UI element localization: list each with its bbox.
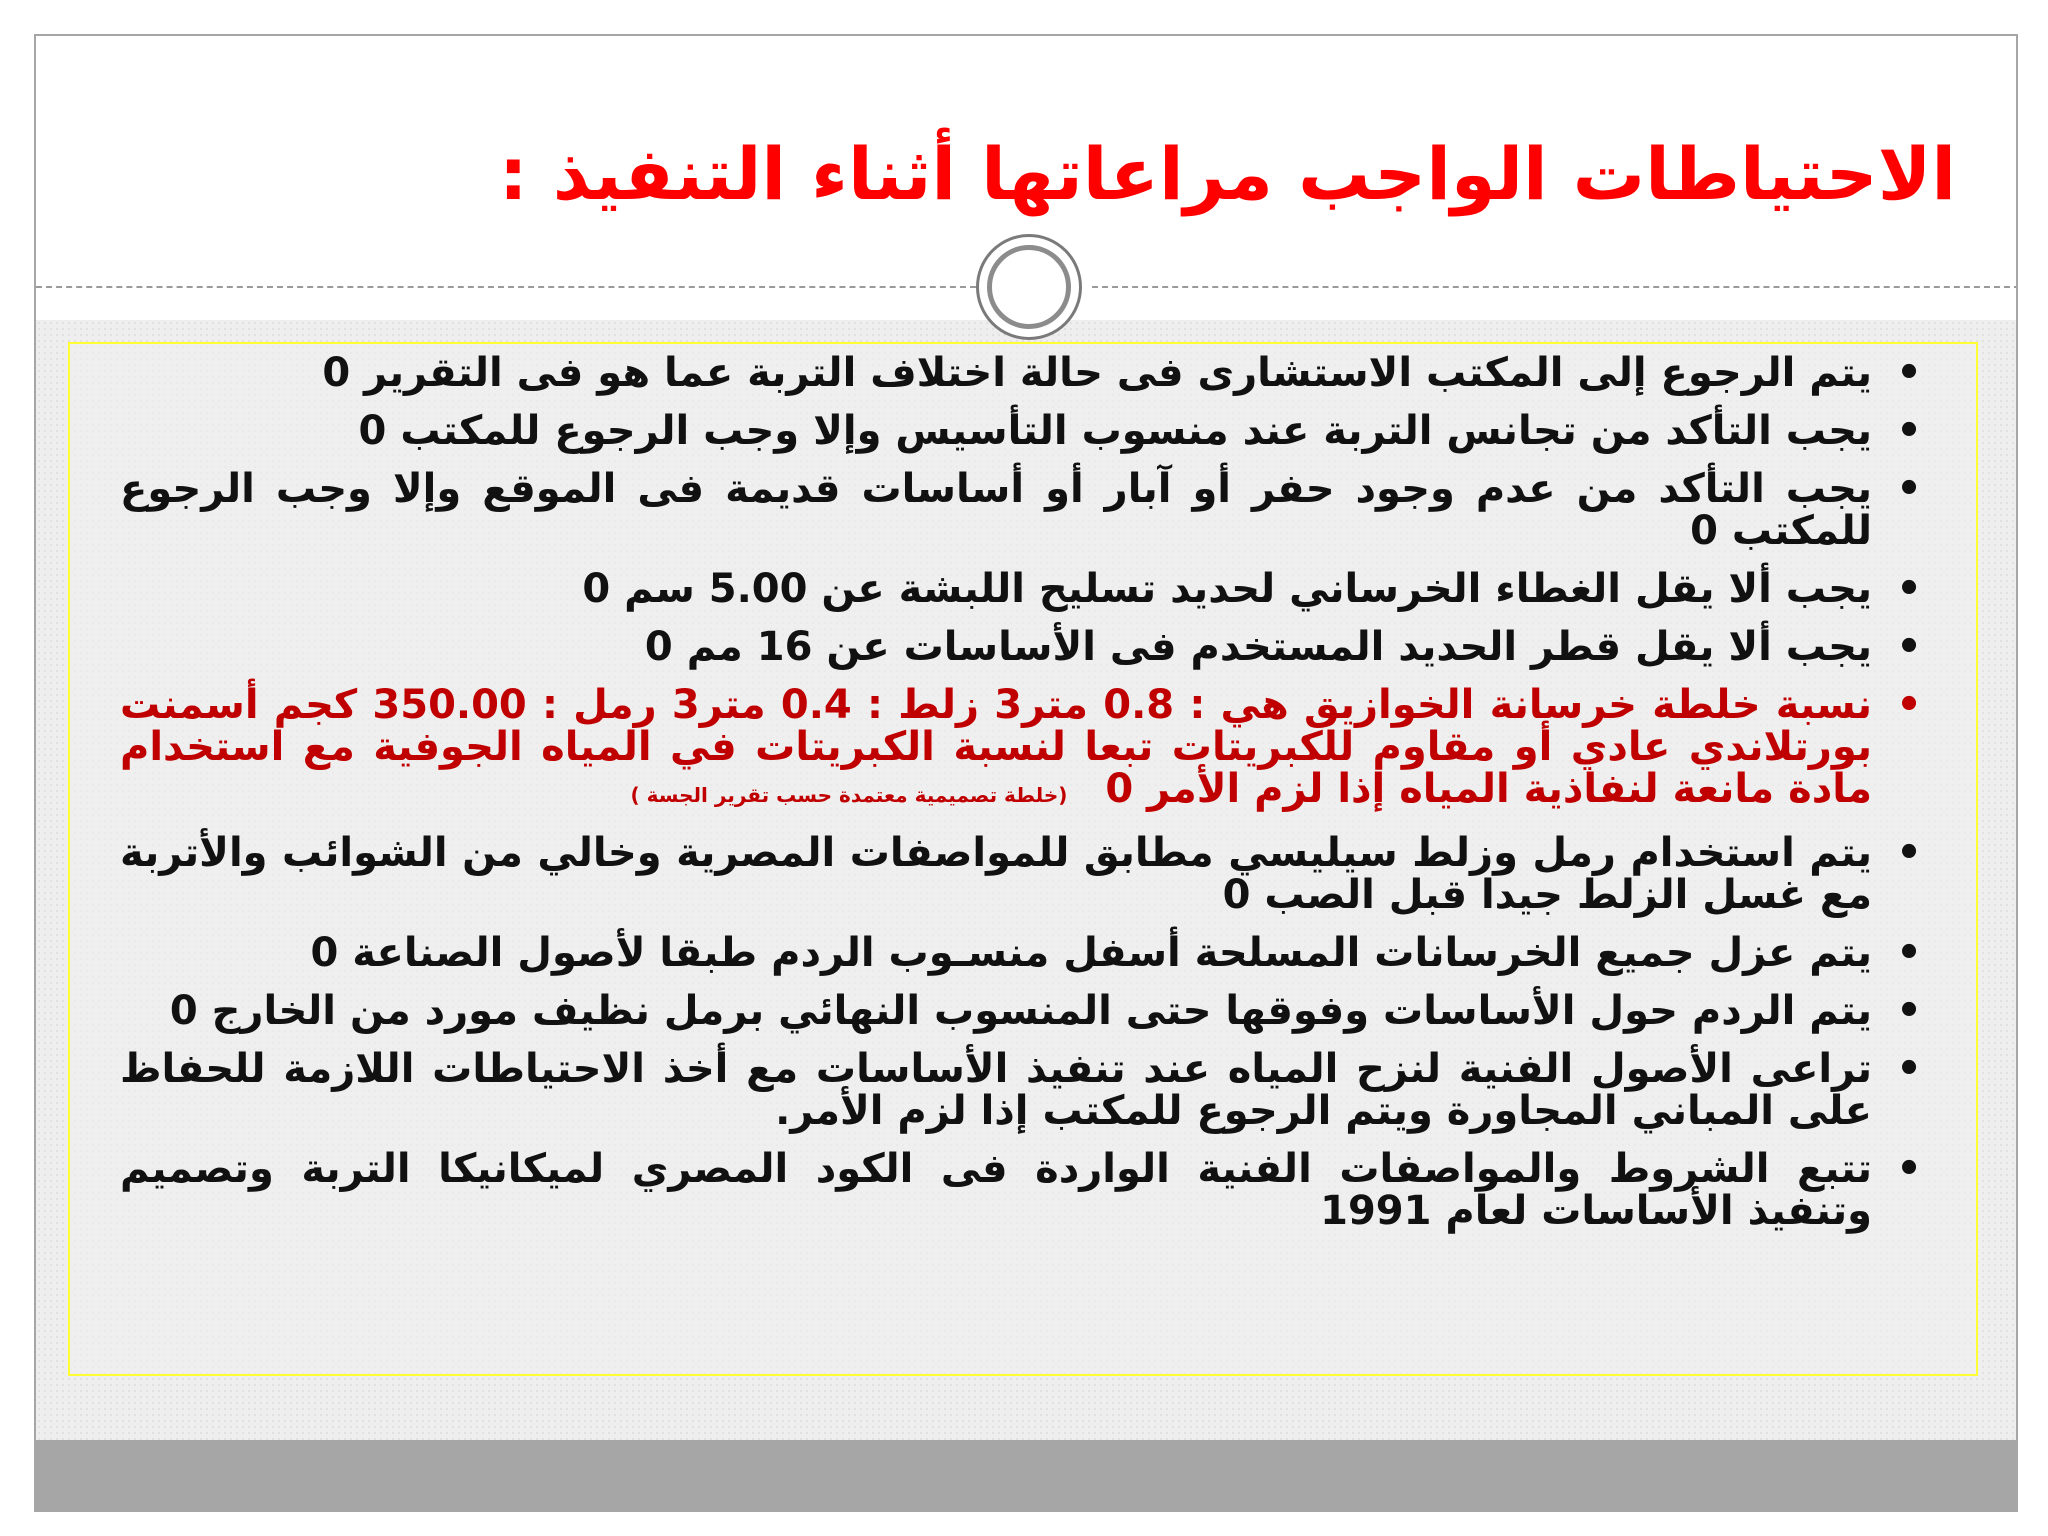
bullet-dot-icon: • xyxy=(1896,350,1922,396)
bullet-dot-icon: • xyxy=(1896,408,1922,454)
divider-line-right xyxy=(1092,286,2018,288)
bullet-dot-icon: • xyxy=(1896,566,1922,612)
ring-inner-circle xyxy=(987,245,1071,329)
mix-design-note: (خلطة تصميمية معتمدة حسب تقرير الجسة ) xyxy=(630,783,1068,807)
bullet-dot-icon: • xyxy=(1896,466,1922,512)
bullet-text: يجب التأكد من تجانس التربة عند منسوب التأسيس وإلا وجب الرجوع للمكتب 0 xyxy=(358,408,1872,454)
bullet-text: تتبع الشروط والمواصفات الفنية الواردة فى الكود المصري لميكانيكا التربة وتصميم وتنفيذ الأساسات لعام 1991 xyxy=(120,1146,1872,1234)
bullet-item xyxy=(120,990,1924,1032)
divider-line-left xyxy=(36,286,976,288)
bullet-dot-icon: • xyxy=(1896,624,1922,670)
bullet-item xyxy=(120,410,1924,452)
bullet-dot-icon: • xyxy=(1896,930,1922,976)
bullet-item xyxy=(120,1048,1924,1132)
bullet-text: يتم الرجوع إلى المكتب الاستشارى فى حالة اختلاف التربة عما هو فى التقرير 0 xyxy=(322,350,1872,396)
bullet-box xyxy=(68,342,1978,1376)
bullet-item-concrete-mix xyxy=(120,684,1924,816)
bullet-item xyxy=(120,468,1924,552)
bullet-text: يجب ألا يقل الغطاء الخرساني لحديد تسليح اللبشة عن 5.00 سم 0 xyxy=(582,566,1872,612)
content-area xyxy=(36,320,2016,1440)
bullet-dot-icon: • xyxy=(1896,988,1922,1034)
bullet-item xyxy=(120,932,1924,974)
bullet-list xyxy=(120,352,1924,1248)
bullet-text: يجب ألا يقل قطر الحديد المستخدم فى الأساسات عن 16 مم 0 xyxy=(644,624,1872,670)
footer-bar xyxy=(36,1440,2016,1512)
bullet-text: يتم عزل جميع الخرسانات المسلحة أسفل منسـوب الردم طبقا لأصول الصناعة 0 xyxy=(310,930,1872,976)
bullet-text: تراعى الأصول الفنية لنزح المياه عند تنفيذ الأساسات مع أخذ الاحتياطات اللازمة للحفاظ على المباني المجاورة ويتم الرجوع للمكتب إذا لزم الأمر. xyxy=(120,1046,1872,1134)
slide-title: الاحتياطات الواجب مراعاتها أثناء التنفيذ : xyxy=(498,132,1956,216)
bullet-dot-icon: • xyxy=(1896,830,1922,876)
ring-ornament-icon xyxy=(976,234,1082,340)
bullet-item xyxy=(120,832,1924,916)
bullet-text: يتم الردم حول الأساسات وفوقها حتى المنسوب النهائي برمل نظيف مورد من الخارج 0 xyxy=(169,988,1872,1034)
bullet-item xyxy=(120,1148,1924,1232)
bullet-item xyxy=(120,352,1924,394)
bullet-dot-icon: • xyxy=(1896,1046,1922,1092)
bullet-dot-icon: • xyxy=(1896,682,1922,728)
bullet-item xyxy=(120,626,1924,668)
slide xyxy=(34,34,2018,1512)
bullet-text: يجب التأكد من عدم وجود حفر أو آبار أو أساسات قديمة فى الموقع وإلا وجب الرجوع للمكتب 0 xyxy=(120,466,1872,554)
bullet-text: نسبة خلطة خرسانة الخوازيق هي : 0.8 متر3 زلط : 0.4 متر3 رمل : 350.00 كجم أسمنت بورتلاندي عادي أو مقاوم للكبريتات تبعا لنسبة الكبريتات في المياه الجوفية مع استخدام مادة مانعة لنفاذية المياه إذا لزم الأمر 0 xyxy=(120,682,1873,812)
bullet-item xyxy=(120,568,1924,610)
bullet-text: يتم استخدام رمل وزلط سيليسي مطابق للمواصفات المصرية وخالي من الشوائب والأتربة مع غسل الزلط جيدا قبل الصب 0 xyxy=(120,830,1872,918)
bullet-dot-icon: • xyxy=(1896,1146,1922,1192)
